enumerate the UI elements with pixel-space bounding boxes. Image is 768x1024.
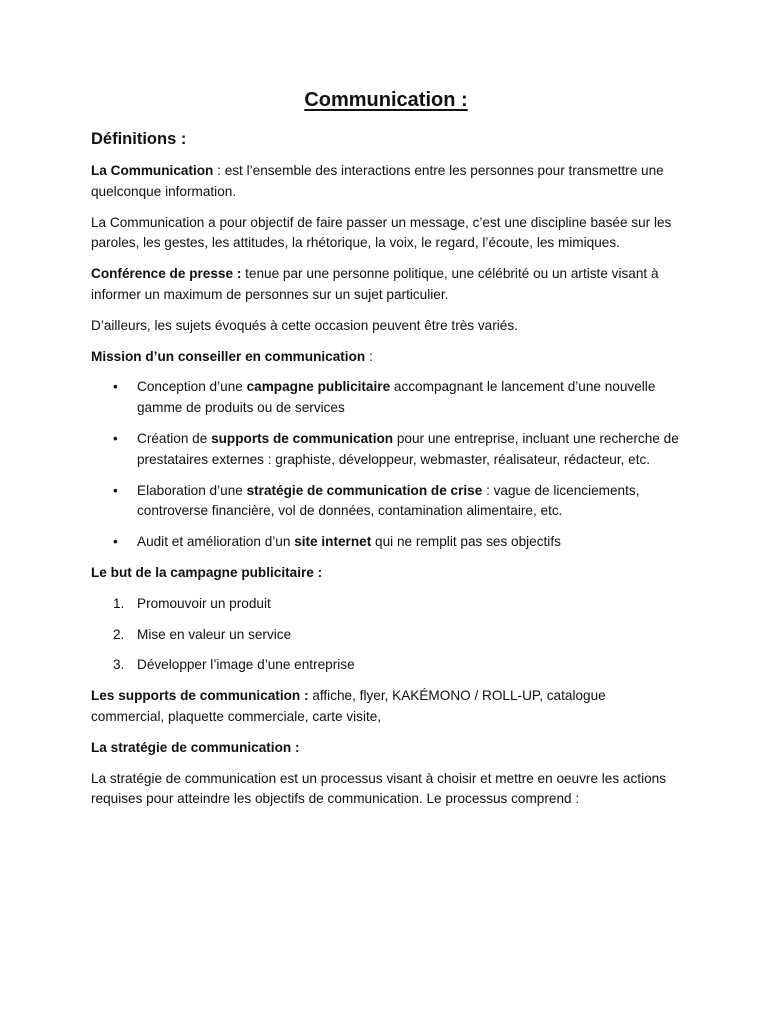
item-number: 1. <box>113 595 125 611</box>
list-item <box>91 655 681 676</box>
list-item <box>91 594 681 615</box>
item-bold: campagne publicitaire <box>246 379 391 395</box>
paragraph-supports <box>91 686 681 728</box>
paragraph-press-conference <box>91 264 681 306</box>
paragraph-strategy: La stratégie de communication est un processus visant à choisir et mettre en oeuvre les actions requises pour atteindre les objectifs de communication. Le processus comprend : <box>91 770 667 807</box>
bullet-icon: • <box>113 534 118 550</box>
paragraph-communication-definition <box>91 161 681 203</box>
definition-text: : est l’ensemble des interactions entre les personnes pour transmettre une quelconque information. <box>91 163 664 199</box>
supports-text: affiche, flyer, KAKÉMONO / ROLL-UP, catalogue commercial, plaquette commerciale, carte visite, <box>91 688 606 724</box>
paragraph-subjects: D’ailleurs, les sujets évoqués à cette occasion peuvent être très variés. <box>91 317 518 333</box>
item-text: Promouvoir un produit <box>137 595 271 611</box>
page-title: Communication : <box>304 89 468 111</box>
list-item <box>91 429 681 471</box>
bullet-icon: • <box>113 430 118 446</box>
campaign-heading <box>91 563 681 584</box>
item-post: pour une entreprise, incluant une recherche de prestataires externes : graphiste, développeur, webmaster, réalisateur, rédacteur, etc. <box>137 430 679 467</box>
mission-list <box>91 377 681 553</box>
bullet-icon: • <box>113 379 118 395</box>
item-text: Développer l’image d’une entreprise <box>137 657 355 673</box>
item-post: accompagnant le lancement d’une nouvelle gamme de produits ou de services <box>137 379 656 416</box>
list-item <box>91 481 681 523</box>
item-post: qui ne remplit pas ses objectifs <box>371 534 561 550</box>
mission-heading <box>91 347 681 368</box>
item-bold: stratégie de communication de crise <box>246 482 483 498</box>
mission-heading-suffix: : <box>365 348 373 364</box>
item-number: 2. <box>113 626 125 642</box>
mission-heading-bold: Mission d’un conseiller en communication <box>91 348 366 364</box>
paragraph-communication-objective: La Communication a pour objectif de faire passer un message, c’est une discipline basée sur les paroles, les gestes, les attitudes, la rhétorique, la voix, le regard, l’écoute, les mimiques. <box>91 214 672 251</box>
definitions-heading: Définitions : <box>91 130 187 148</box>
item-bold: site internet <box>294 534 372 550</box>
list-item <box>91 625 681 646</box>
item-pre: Création de <box>137 430 212 446</box>
item-text: Mise en valeur un service <box>137 626 292 642</box>
item-bold: supports de communication <box>211 430 394 446</box>
bullet-icon: • <box>113 482 118 498</box>
item-pre: Conception d’une <box>137 379 247 395</box>
term-press-conference: Conférence de presse : <box>91 266 242 282</box>
item-number: 3. <box>113 657 125 673</box>
campaign-heading-bold: Le but de la campagne publicitaire : <box>91 564 323 580</box>
list-item <box>91 532 681 553</box>
item-pre: Audit et amélioration d’un <box>137 534 295 550</box>
item-post: : vague de licenciements, controverse financière, vol de données, contamination alimentaire, etc. <box>137 482 640 519</box>
item-pre: Elaboration d’une <box>137 482 247 498</box>
campaign-list <box>91 594 681 676</box>
term-supports: Les supports de communication : <box>91 688 309 704</box>
list-item <box>91 377 681 419</box>
document-page <box>91 86 681 820</box>
definition-text: tenue par une personne politique, une célébrité ou un artiste visant à informer un maximum de personnes sur un sujet particulier. <box>91 266 659 302</box>
strategy-heading <box>91 738 681 759</box>
term-communication: La Communication <box>91 163 214 178</box>
strategy-heading-bold: La stratégie de communication : <box>91 739 300 755</box>
